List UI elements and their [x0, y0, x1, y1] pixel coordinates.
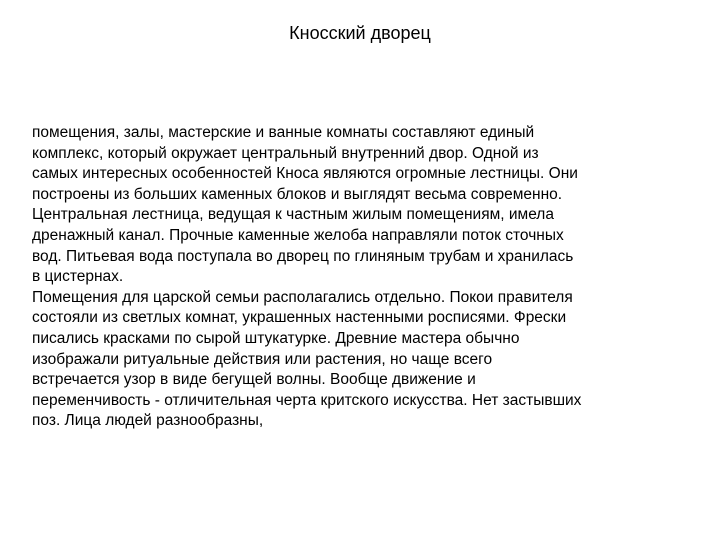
body-line: поз. Лица людей разнообразны,: [32, 412, 264, 430]
slide-body-text: [32, 123, 702, 432]
body-line: комплекс, который окружает центральный внутренний двор. Одной из: [32, 144, 539, 162]
body-line: в цистернах.: [32, 268, 124, 286]
body-line: самых интересных особенностей Кноса являются огромные лестницы. Они: [32, 165, 578, 183]
body-line: помещения, залы, мастерские и ванные комнаты составляют единый: [32, 124, 535, 141]
body-line: встречается узор в виде бегущей волны. Вообще движение и: [32, 371, 476, 389]
body-line: построены из больших каменных блоков и выглядят весьма современно.: [32, 185, 563, 203]
body-line: изображали ритуальные действия или растения, но чаще всего: [32, 350, 493, 368]
body-line: состояли из светлых комнат, украшенных настенными росписями. Фрески: [32, 309, 567, 327]
body-line: Помещения для царской семьи располагались отдельно. Покои правителя: [32, 288, 573, 306]
body-line: вод. Питьевая вода поступала во дворец по глиняным трубам и хранилась: [32, 247, 574, 265]
body-line: переменчивость - отличительная черта критского искусства. Нет застывших: [32, 391, 582, 409]
slide-title: Кносский дворец: [289, 23, 431, 43]
body-line: дренажный канал. Прочные каменные желоба направляли поток сточных: [32, 226, 564, 244]
body-line: Центральная лестница, ведущая к частным жилым помещениям, имела: [32, 206, 554, 224]
body-line: писались красками по сырой штукатурке. Древние мастера обычно: [32, 329, 520, 347]
